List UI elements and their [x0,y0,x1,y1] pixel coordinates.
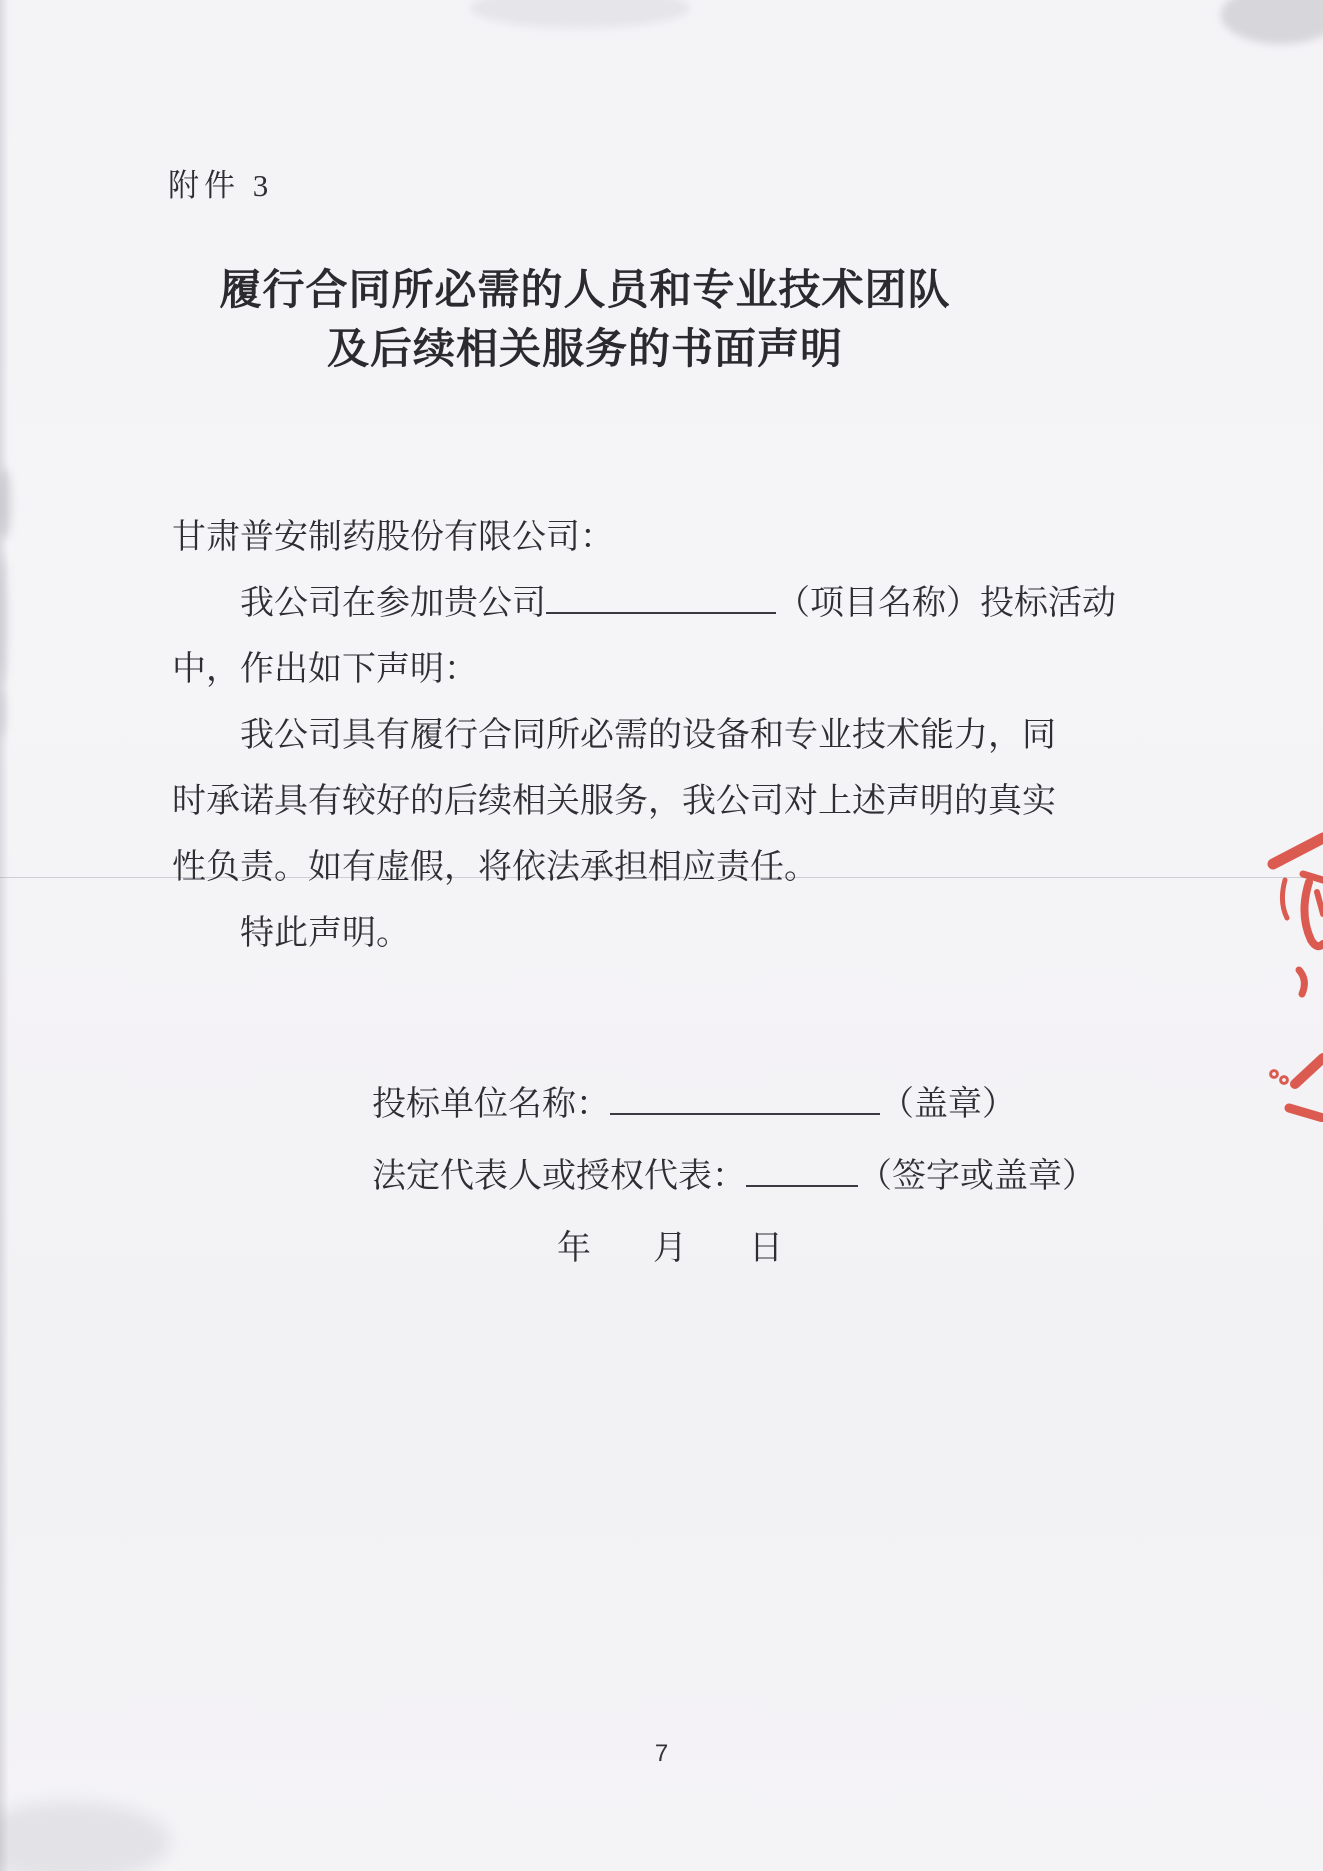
date-month-label: 月 [653,1230,687,1267]
document-title [170,260,1000,378]
bidder-seal-note: （盖章） [880,1086,1016,1123]
bidder-name-label: 投标单位名称： [372,1086,610,1123]
date-day-label: 日 [749,1230,783,1267]
scan-smudge-left-1 [0,468,12,538]
declaration-body [172,505,1162,967]
paragraph2-line3: 性负责。如有虚假，将依法承担相应责任。 [172,849,818,886]
signature-block [372,1076,1172,1292]
document-title-line1: 履行合同所必需的人员和专业技术团队 [219,266,951,313]
salutation: 甘肃普安制药股份有限公司： [172,519,614,556]
representative-label: 法定代表人或授权代表： [372,1158,746,1195]
representative-seal-note: （签字或盖章） [858,1158,1096,1195]
document-title-line2: 及后续相关服务的书面声明 [326,325,843,372]
representative-line [372,1148,1172,1220]
paragraph1-before-blank: 我公司在参加贵公司 [240,585,546,622]
project-name-blank [546,580,776,614]
scan-edge-shadow [0,0,9,1871]
paragraph1-line2: 中，作出如下声明： [172,651,478,688]
bidder-name-blank [610,1081,880,1115]
closing-statement: 特此声明。 [240,915,410,952]
representative-signature-blank [746,1153,858,1187]
date-line [372,1220,1172,1292]
scan-smudge-top-center [470,0,690,28]
page-number: 7 [654,1740,669,1767]
bidder-name-line [372,1076,1172,1148]
date-year-label: 年 [557,1230,591,1267]
paragraph1-after-blank: （项目名称）投标活动 [776,585,1116,622]
scan-smudge-top-right [1221,0,1323,44]
paragraph2-line1: 我公司具有履行合同所必需的设备和专业技术能力，同 [240,717,1056,754]
attachment-label: 附件 3 [168,168,274,203]
paragraph2-line2: 时承诺具有较好的后续相关服务，我公司对上述声明的真实 [172,783,1056,820]
paragraph1-line1 [172,571,1162,637]
red-seal-fragment-icon [1265,822,1323,1122]
scan-smudge-bottom-left [0,1802,170,1871]
